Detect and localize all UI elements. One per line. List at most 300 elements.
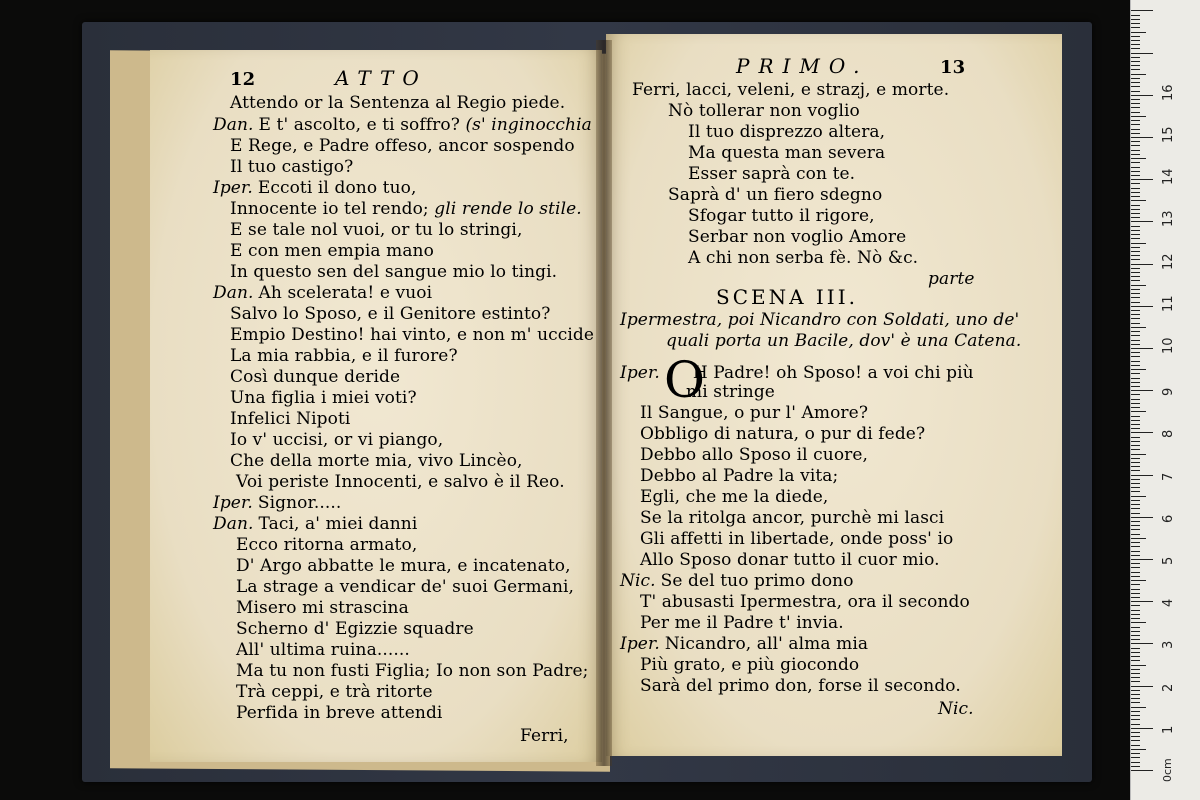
ruler-tick — [1131, 538, 1146, 539]
right-text-line — [620, 571, 854, 591]
right-text-line — [640, 466, 838, 486]
ruler-tick — [1131, 314, 1140, 315]
ruler-tick — [1131, 407, 1140, 408]
ruler-tick — [1131, 10, 1153, 11]
ruler-tick — [1131, 158, 1146, 159]
ruler-tick — [1131, 656, 1140, 657]
ruler-tick — [1131, 306, 1153, 307]
ruler-number: 3 — [1161, 641, 1176, 650]
left-text-line — [213, 514, 417, 534]
left-text-line — [236, 556, 571, 576]
ruler-tick — [1131, 496, 1146, 497]
verse-text: In questo sen del sangue mio lo tingi. — [230, 262, 558, 282]
ruler-tick — [1131, 702, 1140, 703]
ruler-tick — [1131, 589, 1140, 590]
verse-text: Debbo al Padre la vita; — [640, 466, 839, 486]
verse-text: Attendo or la Sentenza al Regio piede. — [230, 93, 566, 113]
right-text-line — [688, 143, 885, 163]
right-text-line — [640, 613, 844, 633]
verse-text: Ipermestra, poi Nicandro con Soldati, uno de' — [620, 310, 1020, 330]
ruler-tick — [1131, 631, 1140, 632]
ruler-tick — [1131, 766, 1140, 767]
left-text-line — [230, 451, 523, 471]
ruler-tick — [1131, 373, 1140, 374]
ruler-tick — [1131, 736, 1140, 737]
ruler-tick — [1131, 116, 1146, 117]
ruler-tick — [1131, 677, 1140, 678]
left-text-line — [236, 619, 474, 639]
left-text-line — [230, 220, 522, 240]
ruler-tick — [1131, 534, 1140, 535]
ruler-tick — [1131, 500, 1140, 501]
left-text-line — [213, 115, 592, 135]
right-text-line — [688, 248, 918, 268]
ruler-tick — [1131, 259, 1140, 260]
ruler-tick — [1131, 133, 1140, 134]
ruler-number: 10 — [1161, 337, 1176, 354]
right-text-line — [688, 122, 885, 142]
ruler-tick — [1131, 694, 1140, 695]
ruler-tick — [1131, 466, 1140, 467]
ruler-tick — [1131, 669, 1140, 670]
ruler-tick — [1131, 285, 1146, 286]
ruler-tick — [1131, 318, 1140, 319]
ruler-tick — [1131, 289, 1140, 290]
right-text-line — [716, 287, 858, 307]
verse-text: Più grato, e più giocondo — [640, 655, 860, 675]
verse-text: Eccoti il dono tuo, — [257, 178, 417, 198]
verse-text: Ferri, — [520, 726, 569, 746]
verse-text: Per me il Padre t' invia. — [640, 613, 844, 633]
ruler-tick — [1131, 614, 1140, 615]
verse-text: Ma questa man severa — [688, 143, 886, 163]
ruler-tick — [1131, 255, 1140, 256]
verse-text: Infelici Nipoti — [230, 409, 351, 429]
verse-text: Sarà del primo don, forse il secondo. — [640, 676, 961, 696]
stage-direction: (s' inginocchia — [465, 115, 592, 135]
ruler-tick — [1131, 61, 1140, 62]
ruler-tick — [1131, 424, 1140, 425]
right-text-line — [640, 550, 940, 570]
ruler-number: 4 — [1161, 598, 1176, 608]
verse-text: E con men empia mano — [230, 241, 434, 261]
left-text-line — [230, 367, 400, 387]
ruler-tick — [1131, 82, 1140, 83]
ruler-tick — [1131, 749, 1146, 750]
ruler-tick — [1131, 681, 1140, 682]
ruler-tick — [1131, 112, 1140, 113]
left-text-line — [230, 409, 350, 429]
verse-text: Il tuo disprezzo altera, — [688, 122, 886, 142]
ruler-tick — [1131, 91, 1140, 92]
ruler-tick — [1131, 719, 1140, 720]
stage-direction: gli rende lo stile. — [434, 199, 582, 219]
ruler-tick — [1131, 597, 1140, 598]
ruler-tick — [1131, 762, 1140, 763]
right-text-line — [640, 676, 961, 696]
ruler-tick — [1131, 65, 1140, 66]
ruler-tick — [1131, 234, 1140, 235]
ruler-number: 13 — [1161, 210, 1176, 228]
left-text-line — [230, 325, 594, 345]
ruler-tick — [1131, 264, 1153, 265]
ruler-tick — [1131, 627, 1140, 628]
right-page-number: 13 — [940, 57, 966, 78]
ruler-tick — [1131, 356, 1140, 357]
ruler-tick — [1131, 542, 1140, 543]
verse-text: Gli affetti in libertade, onde poss' io — [640, 529, 954, 549]
book-gutter — [596, 40, 612, 766]
ruler-number: 6 — [1161, 514, 1176, 523]
ruler-tick — [1131, 386, 1140, 387]
ruler-tick — [1131, 411, 1146, 412]
ruler-tick — [1131, 302, 1140, 303]
right-text-line — [686, 382, 775, 402]
ruler-tick — [1131, 103, 1140, 104]
ruler-tick — [1131, 221, 1153, 222]
ruler-tick — [1131, 69, 1140, 70]
ruler-tick — [1131, 27, 1140, 28]
ruler-number: 15 — [1161, 126, 1176, 143]
ruler-tick — [1131, 154, 1140, 155]
ruler-tick — [1131, 141, 1140, 142]
verse-text: Taci, a' miei danni — [258, 514, 418, 534]
right-text-line — [632, 80, 949, 100]
verse-text: Trà ceppi, e trà ritorte — [236, 682, 433, 702]
ruler-tick — [1131, 361, 1140, 362]
right-text-line — [640, 508, 944, 528]
ruler-tick — [1131, 665, 1146, 666]
ruler-tick — [1131, 584, 1140, 585]
ruler-tick — [1131, 622, 1146, 623]
ruler-tick — [1131, 331, 1140, 332]
ruler-number: 1 — [1161, 725, 1176, 734]
verse-text: Ma tu non fusti Figlia; Io non son Padre; — [236, 661, 589, 681]
left-text-line — [236, 598, 409, 618]
verse-text: Sfogar tutto il rigore, — [688, 206, 875, 226]
ruler-tick — [1131, 23, 1140, 24]
ruler-tick — [1131, 183, 1140, 184]
left-text-line — [236, 472, 565, 492]
verse-text: La strage a vendicar de' suoi Germani, — [236, 577, 575, 597]
ruler-tick — [1131, 652, 1140, 653]
ruler-number: 11 — [1161, 295, 1176, 312]
right-text-line — [688, 206, 875, 226]
ruler-tick — [1131, 416, 1140, 417]
verse-text: Scherno d' Egizzie squadre — [236, 619, 474, 639]
ruler-tick — [1131, 698, 1140, 699]
ruler-tick — [1131, 86, 1140, 87]
ruler-tick — [1131, 124, 1140, 125]
right-text-line — [666, 331, 1021, 351]
ruler-tick — [1131, 454, 1146, 455]
ruler-tick — [1131, 732, 1140, 733]
left-text-line — [213, 493, 341, 513]
ruler-tick — [1131, 32, 1146, 33]
left-text-line — [230, 262, 557, 282]
ruler-tick — [1131, 639, 1140, 640]
speaker-label: Iper. — [620, 363, 660, 383]
right-text-line — [640, 424, 925, 444]
left-text-line — [213, 283, 432, 303]
verse-text: Egli, che me la diede, — [640, 487, 829, 507]
ruler-tick — [1131, 504, 1140, 505]
ruler-tick — [1131, 441, 1140, 442]
ruler-tick — [1131, 129, 1140, 130]
ruler-tick — [1131, 437, 1140, 438]
ruler-tick — [1131, 107, 1140, 108]
ruler-tick — [1131, 529, 1140, 530]
right-text-line — [688, 227, 906, 247]
verse-text: Allo Sposo donar tutto il cuor mio. — [640, 550, 940, 570]
ruler-number: 2 — [1161, 683, 1176, 692]
ruler-tick — [1131, 403, 1140, 404]
ruler-tick — [1131, 479, 1140, 480]
verse-text: quali porta un Bacile, dov' è una Catena. — [666, 331, 1022, 351]
verse-text: Così dunque deride — [230, 367, 401, 387]
ruler-tick — [1131, 559, 1153, 560]
ruler-tick — [1131, 491, 1140, 492]
ruler-unit: 0cm — [1161, 758, 1174, 782]
verse-text: Misero mi strascina — [236, 598, 409, 618]
right-text-line — [688, 164, 855, 184]
ruler-tick — [1131, 247, 1140, 248]
ruler-tick — [1131, 335, 1140, 336]
ruler-tick — [1131, 352, 1140, 353]
ruler-tick — [1131, 378, 1140, 379]
left-page-number: 12 — [230, 69, 256, 90]
ruler-tick — [1131, 605, 1140, 606]
verse-text: Una figlia i miei voti? — [230, 388, 417, 408]
ruler-tick — [1131, 580, 1146, 581]
speaker-label: Dan. — [213, 514, 254, 534]
ruler-tick — [1131, 179, 1153, 180]
speaker-label: Dan. — [213, 115, 254, 135]
ruler-tick — [1131, 340, 1140, 341]
ruler-tick — [1131, 660, 1140, 661]
ruler-tick — [1131, 753, 1140, 754]
verse-text: Salvo lo Sposo, e il Genitore estinto? — [230, 304, 551, 324]
ruler-tick — [1131, 120, 1140, 121]
ruler-number: 14 — [1161, 168, 1176, 186]
ruler-tick — [1131, 48, 1140, 49]
ruler-tick — [1131, 36, 1140, 37]
ruler-tick — [1131, 369, 1146, 370]
verse-text: Il tuo castigo? — [230, 157, 354, 177]
left-text-line — [236, 577, 574, 597]
ruler-tick — [1131, 563, 1140, 564]
ruler-tick — [1131, 99, 1140, 100]
left-text-line — [230, 199, 582, 219]
ruler-tick — [1131, 78, 1140, 79]
ruler-tick — [1131, 517, 1153, 518]
verse-text: Se del tuo primo dono — [660, 571, 854, 591]
ruler-tick — [1131, 567, 1140, 568]
measurement-ruler — [1130, 0, 1200, 800]
verse-text: E Rege, e Padre offeso, ancor sospendo — [230, 136, 575, 156]
ruler-tick — [1131, 196, 1140, 197]
verse-text: E se tale nol vuoi, or tu lo stringi, — [230, 220, 523, 240]
ruler-tick — [1131, 188, 1140, 189]
ruler-tick — [1131, 40, 1140, 41]
ruler-tick — [1131, 715, 1140, 716]
ruler-tick — [1131, 348, 1153, 349]
ruler-tick — [1131, 217, 1140, 218]
ruler-tick — [1131, 745, 1140, 746]
verse-text: Voi periste Innocenti, e salvo è il Reo. — [236, 472, 565, 492]
left-text-line — [230, 346, 458, 366]
left-text-line — [236, 535, 417, 555]
verse-text: La mia rabbia, e il furore? — [230, 346, 458, 366]
verse-text: Esser saprà con te. — [688, 164, 856, 184]
ruler-tick — [1131, 635, 1140, 636]
left-text-line — [230, 430, 443, 450]
ruler-tick — [1131, 399, 1140, 400]
verse-text: A chi non serba fè. Nò &c. — [688, 248, 919, 268]
right-running-head: PRIMO. — [736, 54, 869, 78]
ruler-tick — [1131, 420, 1140, 421]
verse-text: mi stringe — [686, 382, 775, 402]
ruler-tick — [1131, 593, 1140, 594]
speaker-label: Iper. — [213, 493, 253, 513]
ruler-tick — [1131, 462, 1140, 463]
ruler-tick — [1131, 470, 1140, 471]
ruler-tick — [1131, 673, 1140, 674]
left-text-line — [230, 93, 565, 113]
ruler-number: 12 — [1161, 253, 1176, 270]
ruler-tick — [1131, 297, 1140, 298]
ruler-tick — [1131, 432, 1153, 433]
ruler-tick — [1131, 230, 1140, 231]
speaker-label: Dan. — [213, 283, 254, 303]
verse-text: Serbar non voglio Amore — [688, 227, 907, 247]
ruler-tick — [1131, 394, 1140, 395]
right-text-line — [928, 269, 975, 289]
ruler-tick — [1131, 251, 1140, 252]
ruler-tick — [1131, 150, 1140, 151]
left-text-line — [236, 703, 442, 723]
ruler-tick — [1131, 390, 1153, 391]
ruler-tick — [1131, 226, 1140, 227]
verse-text: Ferri, lacci, veleni, e strazj, e morte. — [632, 80, 950, 100]
verse-text: D' Argo abbatte le mura, e incatenato, — [236, 556, 571, 576]
ruler-tick — [1131, 53, 1153, 54]
ruler-tick — [1131, 192, 1140, 193]
ruler-tick — [1131, 475, 1153, 476]
left-text-line — [230, 304, 550, 324]
ruler-tick — [1131, 323, 1140, 324]
left-text-line — [230, 157, 353, 177]
ruler-tick — [1131, 521, 1140, 522]
ruler-tick — [1131, 610, 1140, 611]
right-text-line — [668, 101, 860, 121]
ruler-tick — [1131, 243, 1146, 244]
ruler-tick — [1131, 445, 1140, 446]
ruler-number: 8 — [1161, 430, 1176, 439]
verse-text: H Padre! oh Sposo! a voi chi più — [692, 363, 974, 383]
ruler-tick — [1131, 707, 1146, 708]
verse-text: Ah scelerata! e vuoi — [258, 283, 433, 303]
verse-text: Nic. — [938, 699, 974, 719]
right-text-line — [640, 403, 868, 423]
right-text-line — [620, 310, 1019, 330]
ruler-number: 5 — [1161, 556, 1176, 565]
left-text-line — [230, 136, 575, 156]
left-text-line — [236, 682, 433, 702]
ruler-tick — [1131, 601, 1153, 602]
right-text-line — [640, 445, 868, 465]
right-text-line — [668, 185, 882, 205]
ruler-tick — [1131, 205, 1140, 206]
verse-text: T' abusasti Ipermestra, ora il secondo — [640, 592, 970, 612]
ruler-tick — [1131, 268, 1140, 269]
verse-text: SCENA III. — [716, 285, 858, 309]
verse-text: parte — [928, 269, 975, 289]
ruler-tick — [1131, 57, 1140, 58]
verse-text: Debbo allo Sposo il cuore, — [640, 445, 869, 465]
ruler-tick — [1131, 137, 1153, 138]
verse-text: Signor..... — [257, 493, 342, 513]
ruler-tick — [1131, 213, 1140, 214]
ruler-tick — [1131, 711, 1140, 712]
verse-text: Ecco ritorna armato, — [236, 535, 418, 555]
ruler-tick — [1131, 44, 1140, 45]
ruler-tick — [1131, 310, 1140, 311]
ruler-tick — [1131, 740, 1140, 741]
ruler-tick — [1131, 757, 1140, 758]
ruler-tick — [1131, 648, 1140, 649]
right-text-line — [620, 634, 868, 654]
ruler-tick — [1131, 238, 1140, 239]
drop-cap: O — [664, 351, 706, 409]
ruler-tick — [1131, 175, 1140, 176]
ruler-tick — [1131, 280, 1140, 281]
ruler-tick — [1131, 15, 1140, 16]
left-text-line — [213, 178, 417, 198]
ruler-tick — [1131, 200, 1146, 201]
ruler-tick — [1131, 167, 1140, 168]
verse-text: Obbligo di natura, o pur di fede? — [640, 424, 926, 444]
ruler-tick — [1131, 572, 1140, 573]
right-text-line — [938, 699, 974, 719]
verse-text: Saprà d' un fiero sdegno — [668, 185, 883, 205]
ruler-tick — [1131, 555, 1140, 556]
verse-text: All' ultima ruina...... — [236, 640, 410, 660]
ruler-tick — [1131, 209, 1140, 210]
ruler-tick — [1131, 686, 1153, 687]
ruler-tick — [1131, 145, 1140, 146]
ruler-tick — [1131, 272, 1140, 273]
verse-text: Perfida in breve attendi — [236, 703, 443, 723]
ruler-number: 16 — [1161, 84, 1176, 101]
verse-text: Il Sangue, o pur l' Amore? — [640, 403, 869, 423]
ruler-tick — [1131, 728, 1153, 729]
ruler-tick — [1131, 483, 1140, 484]
ruler-number: 9 — [1161, 387, 1176, 397]
speaker-label: Iper. — [620, 634, 660, 654]
verse-text: Nicandro, all' alma mia — [664, 634, 869, 654]
verse-text: Nò tollerar non voglio — [668, 101, 860, 121]
ruler-tick — [1131, 327, 1146, 328]
ruler-number: 7 — [1161, 472, 1176, 481]
speaker-label: Iper. — [213, 178, 253, 198]
ruler-tick — [1131, 344, 1140, 345]
ruler-tick — [1131, 74, 1146, 75]
ruler-tick — [1131, 618, 1140, 619]
ruler-tick — [1131, 508, 1140, 509]
verse-text: Innocente io tel rendo; — [230, 199, 435, 219]
left-text-line — [520, 726, 569, 746]
